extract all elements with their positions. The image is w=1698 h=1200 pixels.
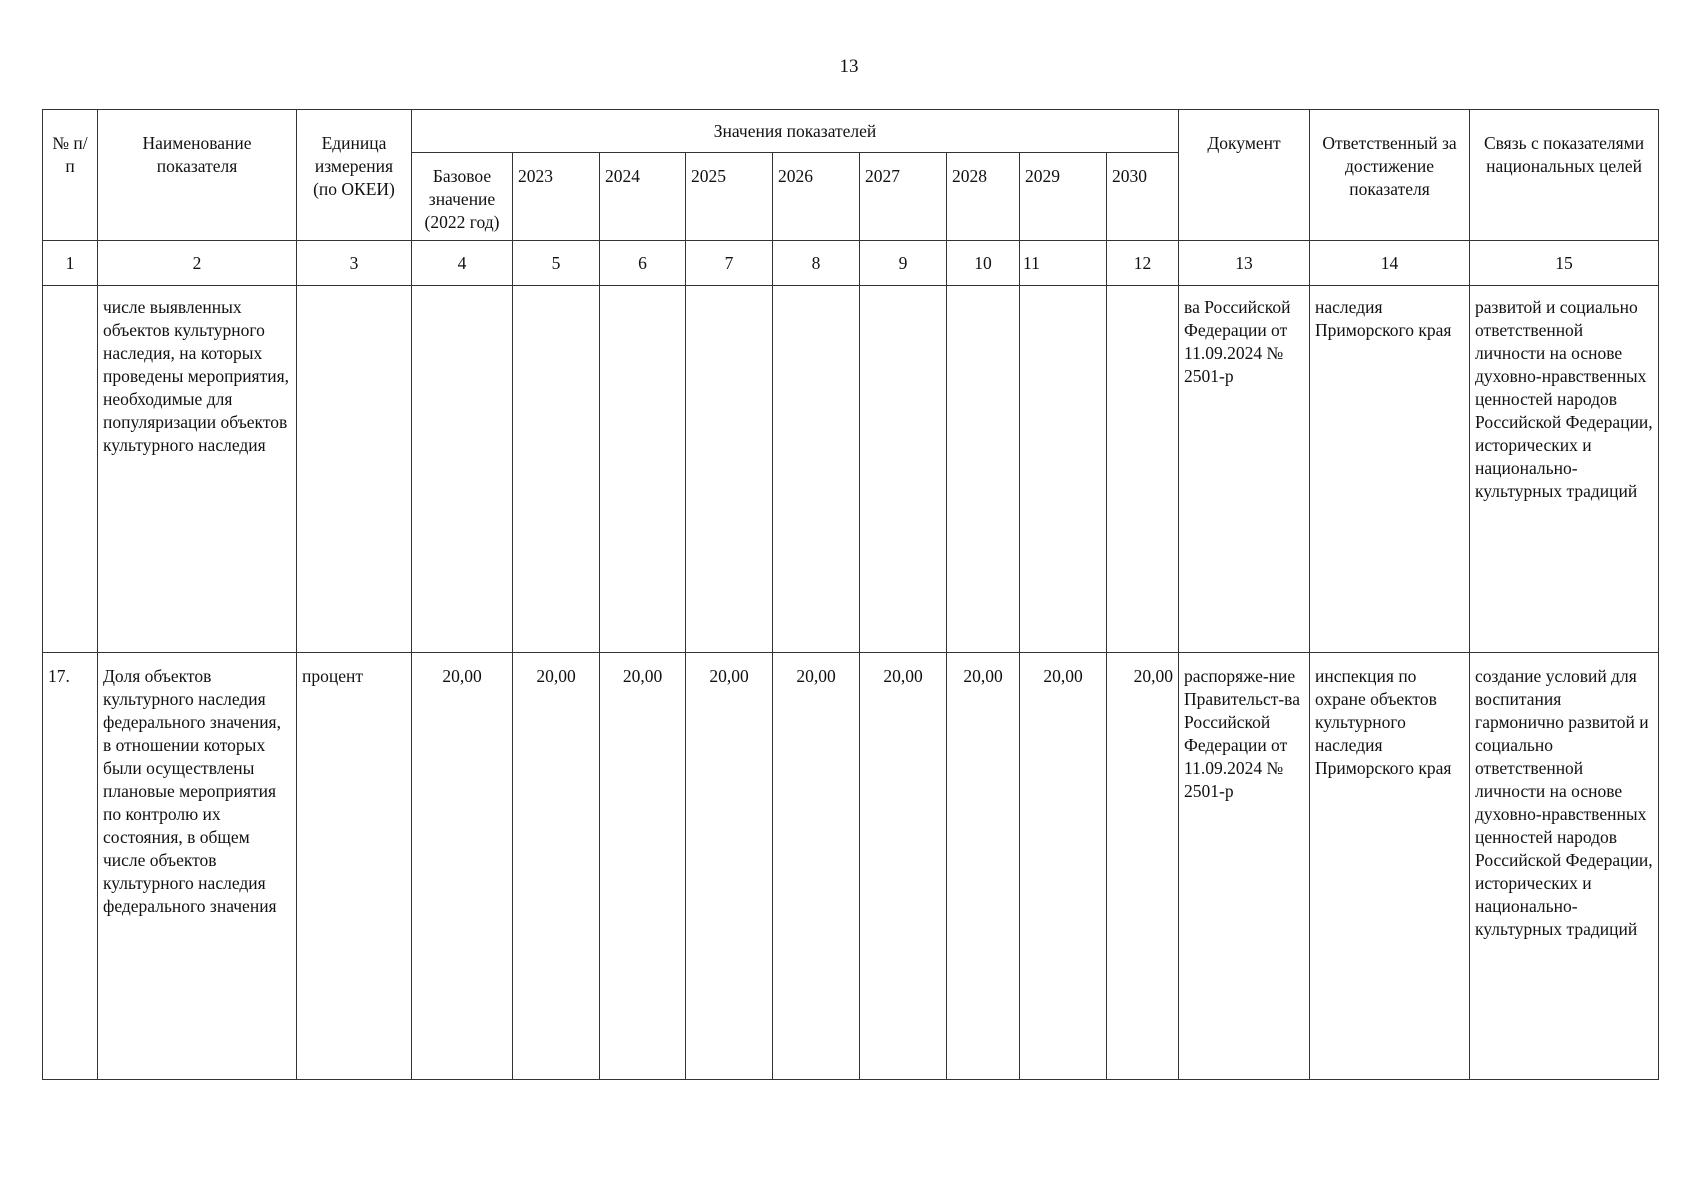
header-name: Наименование показателя (98, 110, 297, 241)
header-year: 2030 (1107, 153, 1179, 241)
year-value: 20,00 (947, 653, 1020, 1080)
responsible-cell: инспекция по охране объектов культурного наследия Приморского края (1310, 653, 1470, 1080)
header-year: 2025 (686, 153, 773, 241)
row-num (43, 286, 98, 653)
header-row (43, 110, 1659, 153)
indicators-table (42, 109, 1659, 1080)
row-num: 17. (43, 653, 98, 1080)
header-year: 2028 (947, 153, 1020, 241)
header-document: Документ (1179, 110, 1310, 241)
year-value (947, 286, 1020, 653)
year-value (600, 286, 686, 653)
indicator-unit (297, 286, 412, 653)
column-number: 13 (1179, 241, 1310, 286)
column-number: 3 (297, 241, 412, 286)
header-year: 2024 (600, 153, 686, 241)
year-value: 20,00 (686, 653, 773, 1080)
column-number: 1 (43, 241, 98, 286)
header-year: 2023 (513, 153, 600, 241)
header-link: Связь с показателями национальных целей (1470, 110, 1659, 241)
column-number: 12 (1107, 241, 1179, 286)
table-row (43, 653, 1659, 1080)
year-value: 20,00 (860, 653, 947, 1080)
table-row (43, 286, 1659, 653)
indicator-unit: процент (297, 653, 412, 1080)
page-number: 13 (839, 56, 859, 77)
year-value (686, 286, 773, 653)
header-year: 2026 (773, 153, 860, 241)
base-value (412, 286, 513, 653)
year-value: 20,00 (773, 653, 860, 1080)
year-value: 20,00 (513, 653, 600, 1080)
year-value (773, 286, 860, 653)
header-base: Базовое значение (2022 год) (412, 153, 513, 241)
header-year: 2029 (1020, 153, 1107, 241)
header-num: № п/п (43, 110, 98, 241)
column-number: 11 (1020, 241, 1107, 286)
header-year: 2027 (860, 153, 947, 241)
year-value: 20,00 (1020, 653, 1107, 1080)
national-goals-link-cell: создание условий для воспитания гармонично развитой и социально ответственной личности на основе духовно-нравственных ценностей народов Российской Федерации, исторических и национально-культурных традиций (1470, 653, 1659, 1080)
responsible-cell: наследия Приморского края (1310, 286, 1470, 653)
column-number: 8 (773, 241, 860, 286)
column-number: 9 (860, 241, 947, 286)
column-number: 2 (98, 241, 297, 286)
header-unit: Единица измерения (по ОКЕИ) (297, 110, 412, 241)
year-value: 20,00 (600, 653, 686, 1080)
indicator-name: числе выявленных объектов культурного наследия, на которых проведены мероприятия, необходимые для популяризации объектов культурного наследия (98, 286, 297, 653)
column-numbers-row (43, 241, 1659, 286)
header-values-group: Значения показателей (412, 110, 1179, 153)
year-value (1020, 286, 1107, 653)
document-cell: распоряже-ние Правительст-ва Российской Федерации от 11.09.2024 № 2501-р (1179, 653, 1310, 1080)
column-number: 6 (600, 241, 686, 286)
header-responsible: Ответственный за достижение показателя (1310, 110, 1470, 241)
column-number: 5 (513, 241, 600, 286)
column-number: 4 (412, 241, 513, 286)
year-value (513, 286, 600, 653)
column-number: 14 (1310, 241, 1470, 286)
national-goals-link-cell: развитой и социально ответственной личности на основе духовно-нравственных ценностей народов Российской Федерации, исторических и национально-культурных традиций (1470, 286, 1659, 653)
year-value (860, 286, 947, 653)
base-value: 20,00 (412, 653, 513, 1080)
column-number: 7 (686, 241, 773, 286)
document-cell: ва Российской Федерации от 11.09.2024 № 2501-р (1179, 286, 1310, 653)
column-number: 10 (947, 241, 1020, 286)
indicator-name: Доля объектов культурного наследия федерального значения, в отношении которых были осуществлены плановые мероприятия по контролю их состояния, в общем числе объектов культурного наследия федерального значения (98, 653, 297, 1080)
year-value (1107, 286, 1179, 653)
column-number: 15 (1470, 241, 1659, 286)
year-value: 20,00 (1107, 653, 1179, 1080)
